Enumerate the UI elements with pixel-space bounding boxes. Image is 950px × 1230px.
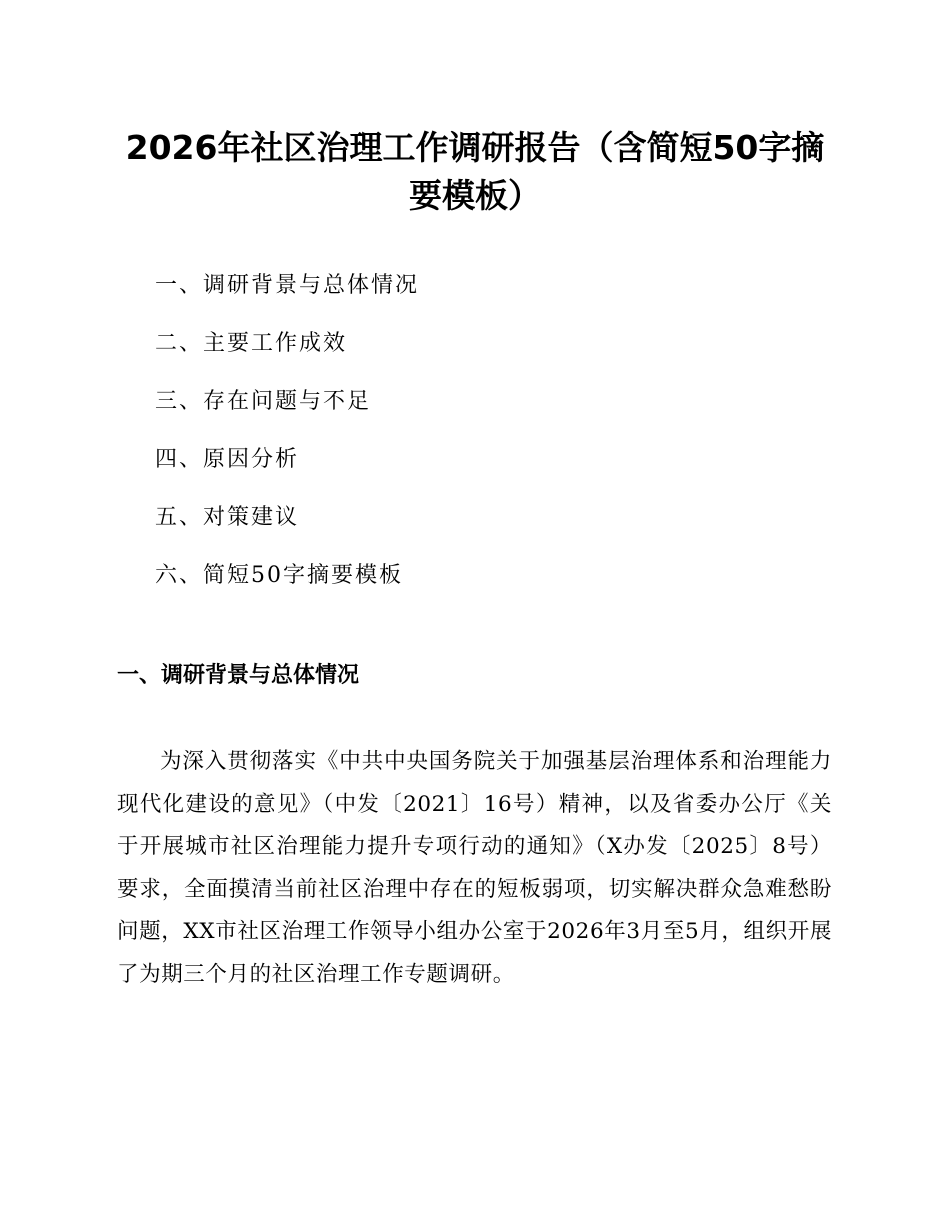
toc-item-summary-template: 六、简短50字摘要模板: [155, 563, 403, 588]
toc-item-achievements: 二、主要工作成效: [155, 331, 348, 356]
toc-item-suggestions: 五、对策建议: [155, 505, 300, 530]
toc-item-causes: 四、原因分析: [155, 447, 300, 472]
document-title: 2026年社区治理工作调研报告（含简短50字摘要模板）: [125, 128, 825, 215]
toc-item-problems: 三、存在问题与不足: [155, 389, 372, 414]
section-paragraph-background: 为深入贯彻落实《中共中央国务院关于加强基层治理体系和治理能力现代化建设的意见》（中发〔2021〕16号）精神，以及省委办公厅《关于开展城市社区治理能力提升专项行动的通知》（X办发〔2025〕8号）要求，全面摸清当前社区治理中存在的短板弱项，切实解决群众急难愁盼问题，XX市社区治理工作领导小组办公室于2026年3月至5月，组织开展了为期三个月的社区治理工作专题调研。: [117, 749, 832, 987]
section-heading-background: 一、调研背景与总体情况: [117, 663, 360, 688]
table-of-contents: [155, 266, 419, 614]
toc-item-background: 一、调研背景与总体情况: [155, 273, 420, 298]
